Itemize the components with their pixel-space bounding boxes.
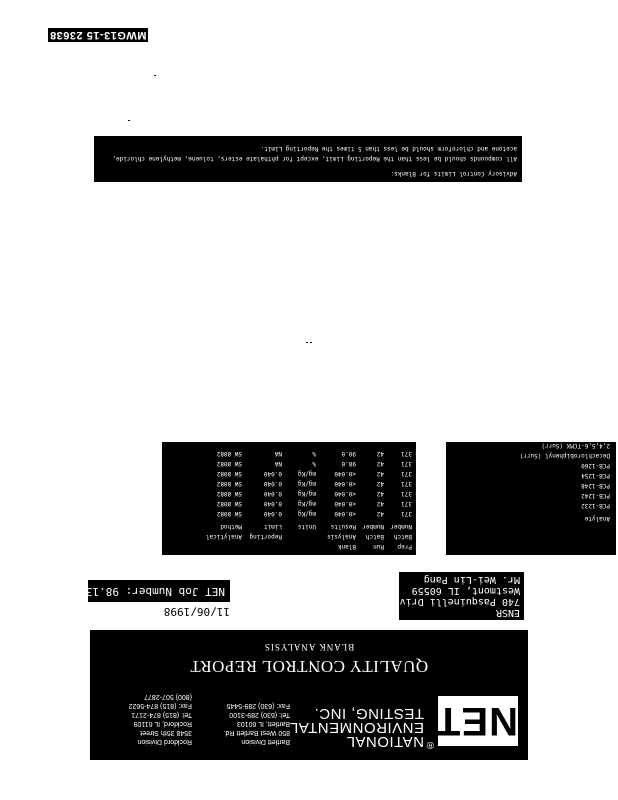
table-row [166,498,412,508]
header-cell [242,541,282,551]
method-cell: SW 8082 [216,470,242,477]
analyte-header-spacer [452,523,610,551]
header-cell: Batch [365,533,384,540]
table-header-row [166,521,412,531]
prep-batch-cell: 371 [401,450,412,457]
header-cell: Number [362,523,384,530]
prep-batch-cell: 371 [401,490,412,497]
result-cell: <0.040 [334,470,356,477]
advisory-line: All compounds should be less than the Reporting Limit, except for phthalate esters, toluene, methylene chloride, [112,155,517,162]
company-name-line: TESTING, INC. [314,705,424,722]
client-line: ENSR [495,607,520,618]
company-name-line: ENVIRONMENTAL [289,719,424,736]
header-cell: Analysis [327,533,356,540]
table-row [166,478,412,488]
header-cell: Run [373,543,384,550]
bartlett-division-address [224,701,290,746]
report-subtitle: BLANK ANALYSIS [263,642,355,652]
analyte-name: PCB-1260 [581,462,610,469]
scan-speck [154,75,156,76]
letterhead-band [90,630,528,760]
method-cell: SW 8082 [216,490,242,497]
result-cell: <0.040 [334,480,356,487]
table-row [166,488,412,498]
results-table [166,448,412,551]
prep-batch-cell: 371 [401,510,412,517]
run-batch-cell: 42 [376,460,384,467]
bates-stamp: MWG13-15 23638 [49,29,147,41]
analyte-header: Analyte [584,515,610,522]
job-number-box [66,580,230,602]
address-line: Bartlett Division [241,738,290,745]
limit-cell: 0.040 [263,490,282,497]
run-batch-cell: 42 [376,450,384,457]
header-cell: Number [390,523,412,530]
result-cell: 98.0 [341,460,356,467]
client-line: 740 Pasquinelli Drive [393,596,520,607]
units-cell: % [312,450,316,457]
limit-cell: 0.040 [263,510,282,517]
table-row [166,508,412,518]
table-row [166,458,412,468]
net-logo: NET [438,696,518,746]
limit-cell: 0.040 [263,480,282,487]
results-table-box [162,442,416,555]
address-line: Tel: (815) 874-2171 [131,711,192,718]
advisory-title: Advisory Control Limits for Blanks: [390,170,517,177]
header-cell: Limit [263,523,282,530]
header-cell: Analytical [205,533,242,540]
report-date: 11/06/1998 [163,605,230,618]
table-row [166,468,412,478]
result-cell: <0.040 [334,500,356,507]
header-cell: Batch [393,533,412,540]
result-cell: <0.040 [334,490,356,497]
header-cell: Units [297,523,316,530]
address-line: 3548 35th Street [140,729,192,736]
header-cell [166,541,242,551]
header-cell: Method [220,523,242,530]
analyte-name: 2,4,5,6-TCMX (Surr) [541,442,610,449]
company-name-line: NATIONAL [346,733,424,750]
table-header-row [166,531,412,541]
client-line: Mr. Wei-Lin Pang [423,574,520,585]
scan-speck [306,342,308,343]
run-batch-cell: 42 [376,480,384,487]
table-row [166,448,412,458]
address-line: Fax: (815) 874-5622 [128,702,192,709]
analyte-name: PCB-1232 [581,502,610,509]
registered-mark: ® [426,739,434,750]
scan-speck [310,342,312,343]
method-cell: SW 8082 [216,450,242,457]
client-address-block [393,572,524,620]
limit-cell: 0.040 [263,500,282,507]
address-line: 850 West Bartlett Rd. [223,729,290,736]
units-cell: mg/Kg [297,480,316,487]
prep-batch-cell: 371 [401,500,412,507]
units-cell: % [312,460,316,467]
advisory-line: acetone and chloroform should be less than 5 times the Reporting Limit. [260,145,517,152]
address-line: Rockford Division [137,738,192,745]
method-cell: SW 8082 [216,510,242,517]
advisory-limits-box [94,136,522,182]
run-batch-cell: 42 [376,500,384,507]
run-batch-cell: 42 [376,490,384,497]
analyte-name: PCB-1242 [581,492,610,499]
units-cell: mg/Kg [297,470,316,477]
limit-cell: NA [274,460,282,467]
method-cell: SW 8082 [216,460,242,467]
analyte-name: PCB-1254 [581,472,610,479]
prep-batch-cell: 371 [401,460,412,467]
analyte-name: PCB-1248 [581,482,610,489]
header-cell: Blank [337,543,356,550]
rockford-division-address [129,692,192,746]
header-cell [282,541,316,551]
report-title: QUALITY CONTROL REPORT [189,657,429,676]
job-number-label: NET Job Number: [125,585,225,598]
method-cell: SW 8082 [216,500,242,507]
address-line: Tel: (630) 289-3100 [229,711,290,718]
table-header-row [166,541,412,551]
header-cell: Results [330,523,356,530]
run-batch-cell: 42 [376,470,384,477]
prep-batch-cell: 371 [401,480,412,487]
units-cell: mg/Kg [297,490,316,497]
job-number-value: 98.13082 [66,585,120,598]
limit-cell: NA [274,450,282,457]
result-cell: <0.040 [334,510,356,517]
analyte-column [446,442,616,555]
result-cell: 90.0 [341,450,356,457]
analyte-name: Decachlorobiphenyl (Surr) [519,452,610,459]
header-cell: Prep [397,543,412,550]
method-cell: SW 8082 [216,480,242,487]
units-cell: mg/Kg [297,510,316,517]
header-cell [282,531,316,541]
scan-speck [128,120,130,121]
address-line: Rockford, IL 61109 [133,720,192,727]
limit-cell: 0.040 [263,470,282,477]
header-cell: Reporting [249,533,282,540]
run-batch-cell: 42 [376,510,384,517]
client-line: Westmont, IL 60559 [411,585,520,596]
address-line: Bartlett, IL 60103 [236,720,290,727]
address-line: Fax: (630) 289-5445 [226,702,290,709]
address-line: (800) 507-2877 [144,693,192,700]
units-cell: mg/Kg [297,500,316,507]
prep-batch-cell: 371 [401,470,412,477]
